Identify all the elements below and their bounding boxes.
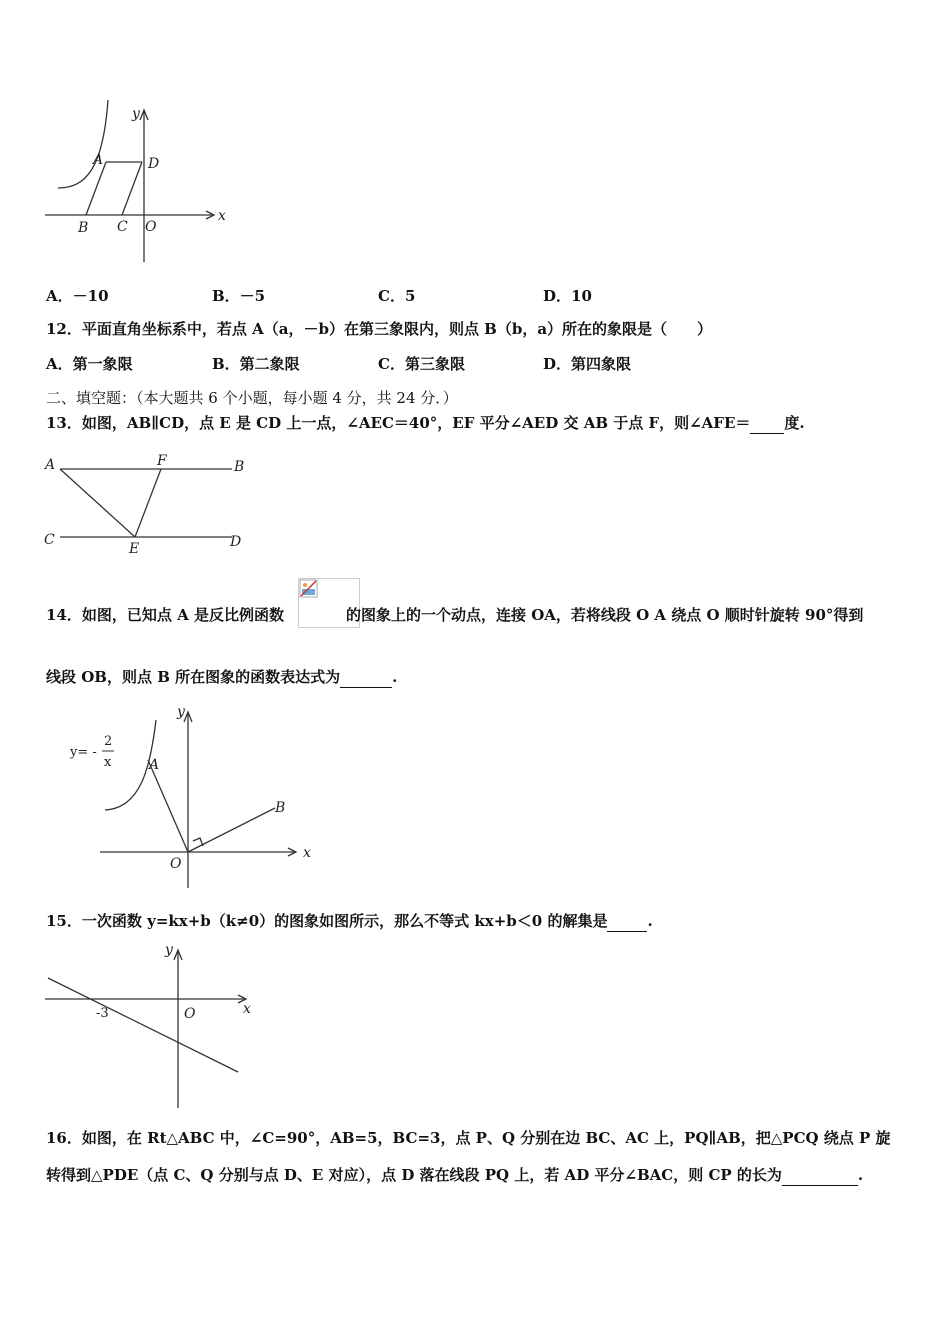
q14-label-x: x [303, 845, 311, 861]
q14-text-d: . [392, 668, 398, 686]
q14-label-B: B [275, 800, 286, 816]
q11-option-b[interactable]: B．－5 [212, 287, 266, 305]
q16-line2-text: 转得到△PDE（点 C、Q 分别与点 D、E 对应），点 D 落在线段 PQ 上，若 AD 平分∠BAC，则 CP 的长为 [46, 1166, 782, 1184]
q13-figure [40, 452, 260, 562]
q16-line2-end: . [857, 1166, 864, 1184]
q15-text-b: . [647, 912, 653, 930]
q11-figure [40, 100, 240, 270]
section2-heading: 二、填空题：（本大题共 6 个小题，每小题 4 分，共 24 分．） [46, 389, 458, 407]
q15-label-O: O [184, 1006, 196, 1022]
q12-option-d[interactable]: D．第四象限 [543, 355, 632, 373]
q11-label-O: O [145, 219, 157, 235]
q15-label-y: y [165, 942, 173, 958]
q13-label-E: E [129, 541, 140, 557]
q14-text-line1 [46, 605, 863, 625]
q15-text [46, 911, 653, 932]
q14-text-c: 线段 OB，则点 B 所在图象的函数表达式为 [46, 668, 341, 686]
q12-text: 12．平面直角坐标系中，若点 A（a，－b）在第三象限内，则点 B（b，a）所在的象限是（ ） [46, 320, 713, 338]
q13-label-B: B [234, 459, 245, 475]
q15-label-m3: -3 [96, 1006, 109, 1021]
q13-text [46, 413, 805, 434]
q12-option-a[interactable]: A．第一象限 [46, 355, 133, 373]
q11-label-x: x [218, 208, 226, 224]
q16-line2 [46, 1165, 863, 1186]
q15-figure [40, 940, 270, 1110]
q16-answer-blank[interactable] [782, 1165, 858, 1186]
q11-option-d[interactable]: D．10 [543, 287, 592, 305]
q11-label-C: C [117, 219, 128, 235]
q14-label-A: A [149, 757, 160, 773]
q14-text-b: 的图象上的一个动点，连接 OA，若将线段 O A 绕点 O 顺时针旋转 90°得到 [345, 606, 864, 624]
q14-label-y: y [177, 704, 185, 720]
q13-label-D: D [230, 534, 242, 550]
q15-answer-blank[interactable] [607, 911, 647, 932]
q14-text-a: 14．如图，已知点 A 是反比例函数 [46, 606, 284, 624]
q15-label-x: x [243, 1001, 251, 1017]
broken-image-icon [299, 579, 319, 599]
q11-label-B: B [78, 220, 89, 236]
q14-eq-prefix: y= - [70, 745, 97, 760]
q12-option-b[interactable]: B．第二象限 [212, 355, 300, 373]
q11-option-a[interactable]: A．－10 [46, 287, 109, 305]
q14-eq-den: x [104, 755, 112, 770]
q14-figure [60, 700, 330, 895]
q14-answer-blank[interactable] [340, 667, 392, 688]
q14-eq-num: 2 [104, 734, 113, 749]
q11-label-y: y [132, 106, 140, 122]
q13-text-b: 度. [784, 414, 805, 432]
q11-label-A: A [93, 152, 104, 168]
q13-label-C: C [44, 532, 55, 548]
q15-text-a: 15．一次函数 y=kx+b（k≠0）的图象如图所示，那么不等式 kx+b＜0 的解集是 [46, 912, 608, 930]
q11-option-c[interactable]: C．5 [378, 287, 416, 305]
q14-label-O: O [170, 856, 182, 872]
q13-label-F: F [157, 453, 167, 469]
q16-line1: 16．如图，在 Rt△ABC 中，∠C=90°，AB=5，BC=3，点 P、Q 分别在边 BC、AC 上，PQ∥AB，把△PCQ 绕点 P 旋 [46, 1129, 891, 1147]
q12-option-c[interactable]: C．第三象限 [378, 355, 465, 373]
q13-answer-blank[interactable] [750, 413, 784, 434]
q13-label-A: A [45, 457, 56, 473]
q14-text-line2 [46, 667, 397, 688]
q13-text-a: 13．如图，AB∥CD，点 E 是 CD 上一点，∠AEC＝40°，EF 平分∠AED 交 AB 于点 F，则∠AFE＝ [46, 414, 751, 432]
q11-label-D: D [148, 156, 160, 172]
